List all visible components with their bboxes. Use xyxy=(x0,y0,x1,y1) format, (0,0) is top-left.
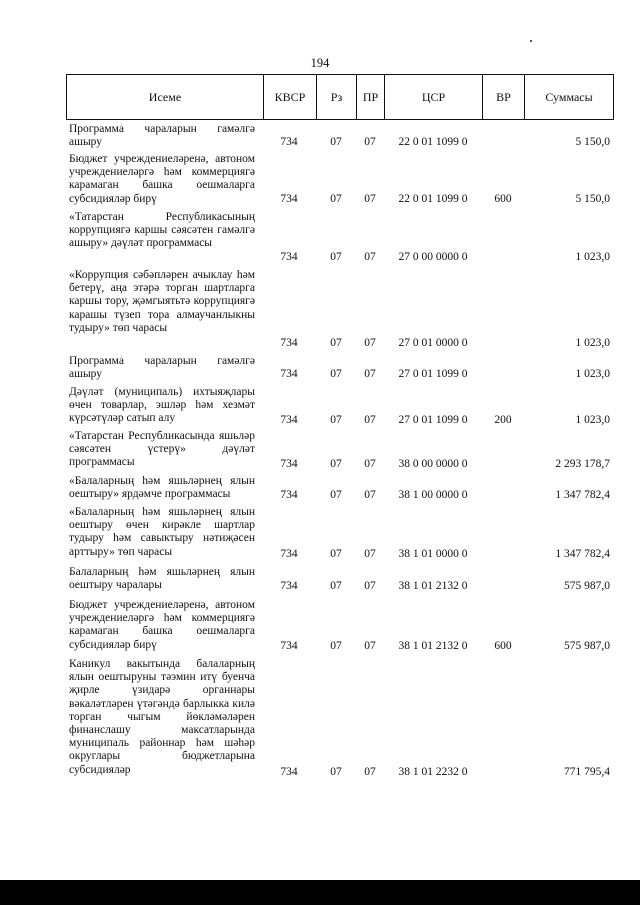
row-description: «Татарстан Республикасының коррупциягә каршы сәясәтен гамәлгә ашыру» дәүләт программасы xyxy=(69,211,255,250)
cell-pr: 07 xyxy=(364,337,376,349)
cell-kvsr: 734 xyxy=(280,548,298,560)
row-description: Дәүләт (муниципаль) ихтыяҗлары өчен товарлар, эшләр һәм хезмәт күрсәтүләр сатып алу xyxy=(69,386,255,425)
cell-csr: 38 1 01 0000 0 xyxy=(398,548,468,560)
row-description: «Балаларның һәм яшьләрнең ялын оештыру өчен кирәкле шартлар тудыру һәм савыктыру нәтиҗәсен арттыру» төп чарасы xyxy=(69,506,255,558)
cell-sum: 1 347 782,4 xyxy=(555,489,610,501)
cell-rz: 07 xyxy=(330,458,342,470)
cell-rz: 07 xyxy=(330,640,342,652)
cell-pr: 07 xyxy=(364,136,376,148)
cell-rz: 07 xyxy=(330,193,342,205)
cell-vr: 200 xyxy=(494,414,512,426)
row-description: Бюджет учреждениеләренә, автоном учреждениеләргә һәм коммерциягә карамаган башка оешмаларга субсидияләр бирү xyxy=(69,153,255,205)
header-vr: ВР xyxy=(483,75,525,119)
scan-bottom-edge xyxy=(0,880,640,905)
cell-sum: 1 347 782,4 xyxy=(555,548,610,560)
cell-csr: 22 0 01 1099 0 xyxy=(398,193,468,205)
cell-csr: 27 0 01 1099 0 xyxy=(398,368,468,380)
table-header xyxy=(66,74,614,120)
header-rz: Рз xyxy=(317,75,357,119)
header-pr: ПР xyxy=(357,75,385,119)
cell-csr: 38 1 01 2232 0 xyxy=(398,766,468,778)
cell-pr: 07 xyxy=(364,458,376,470)
row-description: Бюджет учреждениеләренә, автоном учреждениеләргә һәм коммерциягә карамаган башка оешмаларга субсидияләр бирү xyxy=(69,599,255,651)
cell-kvsr: 734 xyxy=(280,489,298,501)
cell-sum: 1 023,0 xyxy=(575,368,610,380)
cell-kvsr: 734 xyxy=(280,458,298,470)
row-description: Каникул вакытында балаларның ялын оештыруны тәэмин итү буенча җирле үзидарә органнары вәкаләтләрен үтәгәндә барлыкка килә торган чыгым йөкләмәләрен финанслашу максатларында муниципаль районнар һәм шәһәр округлары бюджетларына субсидияләр xyxy=(69,658,255,776)
cell-kvsr: 734 xyxy=(280,766,298,778)
cell-sum: 1 023,0 xyxy=(575,337,610,349)
page-number: 194 xyxy=(310,56,330,70)
row-description: «Коррупция сәбәпләрен ачыклау һәм бетерү, аңа этәрә торган шартларга каршы тору, җәмгыятьтә коррупциягә карашы түзеп тора алмаучанлыкны тудыру» төп чарасы xyxy=(69,269,255,334)
cell-sum: 5 150,0 xyxy=(575,136,610,148)
cell-csr: 38 1 01 2132 0 xyxy=(398,580,468,592)
cell-csr: 38 0 00 0000 0 xyxy=(398,458,468,470)
cell-rz: 07 xyxy=(330,251,342,263)
cell-sum: 575 987,0 xyxy=(564,640,610,652)
cell-kvsr: 734 xyxy=(280,251,298,263)
cell-sum: 1 023,0 xyxy=(575,251,610,263)
row-description: «Балаларның һәм яшьләрнең ялын оештыру» ярдәмче программасы xyxy=(69,475,255,501)
cell-kvsr: 734 xyxy=(280,414,298,426)
row-description: Программа чараларын гамәлгә ашыру xyxy=(69,123,255,149)
cell-kvsr: 734 xyxy=(280,580,298,592)
cell-kvsr: 734 xyxy=(280,337,298,349)
cell-pr: 07 xyxy=(364,640,376,652)
header-csr: ЦСР xyxy=(385,75,483,119)
cell-csr: 27 0 01 0000 0 xyxy=(398,337,468,349)
cell-rz: 07 xyxy=(330,548,342,560)
row-description: «Татарстан Республикасында яшьләр сәясәтен үстерү» дәүләт программасы xyxy=(69,430,255,469)
cell-pr: 07 xyxy=(364,251,376,263)
cell-sum: 1 023,0 xyxy=(575,414,610,426)
cell-csr: 38 1 01 2132 0 xyxy=(398,640,468,652)
cell-csr: 22 0 01 1099 0 xyxy=(398,136,468,148)
header-sum: Суммасы xyxy=(545,90,593,104)
row-description: Балаларның һәм яшьләрнең ялын оештыру чаралары xyxy=(69,566,255,592)
cell-sum: 5 150,0 xyxy=(575,193,610,205)
scan-speck xyxy=(530,40,532,42)
cell-kvsr: 734 xyxy=(280,368,298,380)
cell-kvsr: 734 xyxy=(280,640,298,652)
cell-rz: 07 xyxy=(330,580,342,592)
cell-sum: 771 795,4 xyxy=(564,766,610,778)
cell-sum: 2 293 178,7 xyxy=(555,458,610,470)
cell-vr: 600 xyxy=(494,640,512,652)
cell-pr: 07 xyxy=(364,193,376,205)
cell-pr: 07 xyxy=(364,766,376,778)
cell-rz: 07 xyxy=(330,766,342,778)
cell-rz: 07 xyxy=(330,368,342,380)
cell-pr: 07 xyxy=(364,580,376,592)
cell-pr: 07 xyxy=(364,414,376,426)
header-name: Исеме xyxy=(67,75,264,119)
row-description: Программа чараларын гамәлгә ашыру xyxy=(69,355,255,381)
cell-csr: 38 1 00 0000 0 xyxy=(398,489,468,501)
cell-pr: 07 xyxy=(364,548,376,560)
header-kvsr: КВСР xyxy=(264,75,317,119)
cell-rz: 07 xyxy=(330,136,342,148)
cell-pr: 07 xyxy=(364,368,376,380)
cell-sum: 575 987,0 xyxy=(564,580,610,592)
cell-kvsr: 734 xyxy=(280,193,298,205)
cell-pr: 07 xyxy=(364,489,376,501)
cell-csr: 27 0 00 0000 0 xyxy=(398,251,468,263)
cell-vr: 600 xyxy=(494,193,512,205)
cell-rz: 07 xyxy=(330,489,342,501)
cell-rz: 07 xyxy=(330,337,342,349)
cell-rz: 07 xyxy=(330,414,342,426)
cell-kvsr: 734 xyxy=(280,136,298,148)
cell-csr: 27 0 01 1099 0 xyxy=(398,414,468,426)
